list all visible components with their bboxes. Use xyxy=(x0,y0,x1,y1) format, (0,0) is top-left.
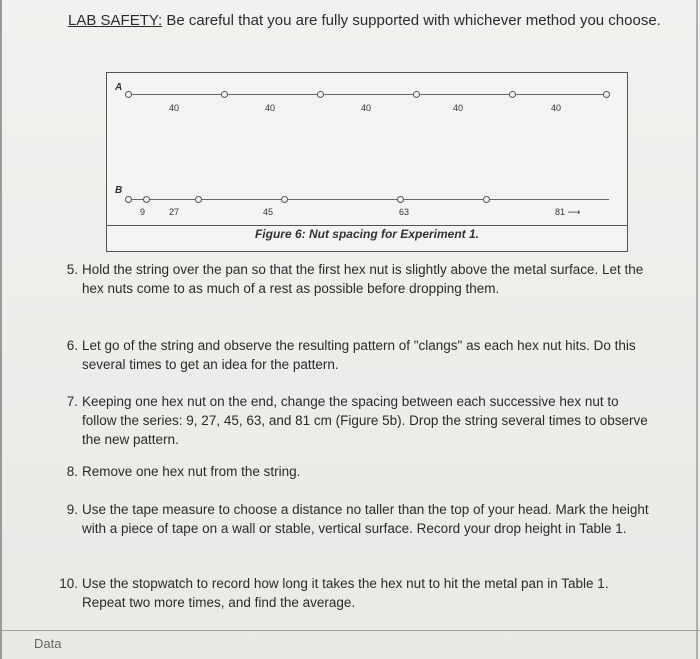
step-number: 6. xyxy=(66,338,78,353)
row-b-nut-3 xyxy=(195,196,202,203)
row-b-nut-5 xyxy=(397,196,404,203)
step-text: Keeping one hex nut on the end, change the spacing between each successive hex nut to follow the series: 9, 27, 45, 63, and 81 cm (Figure 5b). Drop the string several times to observe the new pattern. xyxy=(82,394,648,447)
data-section-heading: Data xyxy=(34,636,62,651)
row-a-distance-2: 40 xyxy=(265,103,276,113)
row-b-distance-4: 63 xyxy=(399,207,410,217)
row-a-nut-2 xyxy=(221,91,228,98)
row-b-label: B xyxy=(115,185,123,196)
row-a-distance-4: 40 xyxy=(453,103,464,113)
figure-drawing-area xyxy=(107,73,627,226)
lab-safety-label: LAB SAFETY: xyxy=(68,12,163,29)
row-a-distance-1: 40 xyxy=(169,103,180,113)
row-a-distance-5: 40 xyxy=(551,103,562,113)
nut-spacing-figure xyxy=(106,72,628,252)
row-b-nut-4 xyxy=(281,196,288,203)
step-number: 7. xyxy=(66,394,78,409)
page-border-left xyxy=(0,0,2,659)
lab-safety-note xyxy=(68,10,668,31)
step-number: 8. xyxy=(66,464,78,479)
row-a-nut-4 xyxy=(413,91,420,98)
page-border-bottom xyxy=(0,630,700,631)
row-b-distance-5: 81 ⟶ xyxy=(555,207,581,217)
step-number: 9. xyxy=(66,502,78,517)
row-b-distance-2: 27 xyxy=(169,207,180,217)
step-number: 10. xyxy=(59,576,78,591)
step-text: Let go of the string and observe the resulting pattern of "clangs" as each hex nut hits. Do this several times to get an idea for the pattern. xyxy=(82,338,636,372)
row-a-string xyxy=(129,94,609,95)
step-text: Use the tape measure to choose a distance no taller than the top of your head. Mark the height with a piece of tape on a wall or stable, vertical surface. Record your drop height in Table 1. xyxy=(82,502,649,536)
page-border-right xyxy=(696,0,698,659)
lab-safety-text: Be careful that you are fully supported with whichever method you choose. xyxy=(162,12,661,29)
row-a-label: A xyxy=(115,82,123,93)
row-b-nut-6 xyxy=(483,196,490,203)
row-a-distance-3: 40 xyxy=(361,103,372,113)
row-b-distance-3: 45 xyxy=(263,207,274,217)
step-text: Use the stopwatch to record how long it takes the hex nut to hit the metal pan in Table 1. Repeat two more times, and find the average. xyxy=(82,576,609,610)
step-text: Remove one hex nut from the string. xyxy=(82,464,301,479)
step-text: Hold the string over the pan so that the first hex nut is slightly above the metal surface. Let the hex nuts come to as much of a rest as possible before dropping them. xyxy=(82,262,644,296)
row-b-nut-1 xyxy=(125,196,132,203)
row-b-distance-1: 9 xyxy=(140,207,146,217)
row-b-nut-2 xyxy=(143,196,150,203)
step-number: 5. xyxy=(66,262,78,277)
figure-caption: Figure 6: Nut spacing for Experiment 1. xyxy=(254,227,480,241)
row-a-nut-6 xyxy=(603,91,610,98)
row-a-nut-3 xyxy=(317,91,324,98)
row-a-nut-1 xyxy=(125,91,132,98)
row-a-nut-5 xyxy=(509,91,516,98)
